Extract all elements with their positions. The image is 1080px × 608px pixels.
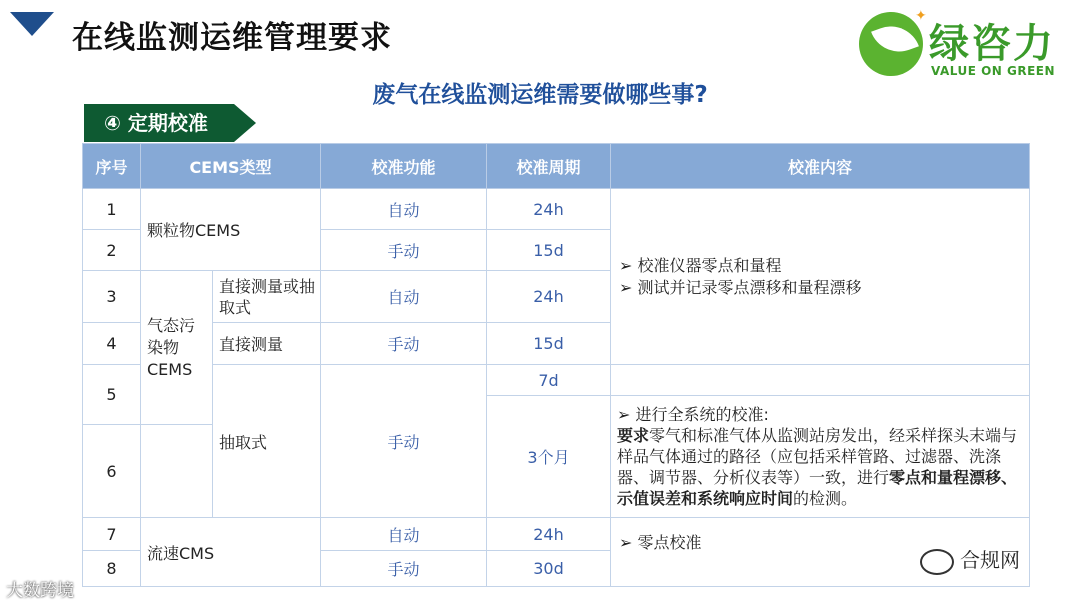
- calib-function: 自动: [321, 518, 487, 551]
- corner-triangle-icon: [10, 12, 54, 36]
- row-no: 8: [83, 551, 141, 587]
- footer-brand-label: 合规网: [960, 548, 1020, 572]
- star-icon: ✦: [915, 8, 927, 24]
- cems-type: 流速CMS: [141, 518, 321, 587]
- calib-period: 15d: [487, 323, 611, 365]
- header-period: 校准周期: [487, 144, 611, 189]
- cems-type: 气态污染物CEMS: [141, 271, 213, 425]
- calib-period: 15d: [487, 230, 611, 271]
- page-title: 在线监测运维管理要求: [72, 20, 392, 56]
- cems-subtype: 直接测量: [213, 323, 321, 365]
- calib-function: 手动: [321, 551, 487, 587]
- calib-function: 手动: [321, 230, 487, 271]
- table-row: [83, 518, 1030, 551]
- cems-type: 颗粒物CEMS: [141, 189, 321, 271]
- content-item: ➢ 零点校准: [619, 533, 702, 552]
- footer-brand: [920, 544, 1020, 575]
- row-no: 4: [83, 323, 141, 365]
- header-no: 序号: [83, 144, 141, 189]
- row-no: 6: [83, 425, 141, 518]
- content-item: ➢ 进行全系统的校准:: [617, 405, 769, 424]
- calib-function: 手动: [321, 365, 487, 518]
- row-no: 5: [83, 365, 141, 425]
- section-tag: ④ 定期校准: [84, 104, 234, 142]
- calib-period: 30d: [487, 551, 611, 587]
- table-header-row: [83, 144, 1030, 189]
- calib-function: 自动: [321, 189, 487, 230]
- calib-function: 自动: [321, 271, 487, 323]
- calib-period: 3个月: [487, 396, 611, 518]
- calib-content: [611, 189, 1030, 365]
- cems-subtype: 直接测量或抽取式: [213, 271, 321, 323]
- content-spacer: [611, 365, 1030, 396]
- logo-text: 绿咨力: [929, 21, 1055, 67]
- calib-period: 24h: [487, 271, 611, 323]
- header-cems-type: CEMS类型: [141, 144, 321, 189]
- slide-subtitle: 废气在线监测运维需要做哪些事?: [372, 82, 708, 108]
- wechat-icon: [920, 549, 954, 575]
- table-row: [83, 365, 1030, 396]
- calibration-table: [82, 143, 1029, 587]
- calib-period: 24h: [487, 518, 611, 551]
- row-no: 2: [83, 230, 141, 271]
- calib-period: 24h: [487, 189, 611, 230]
- header-content: 校准内容: [611, 144, 1030, 189]
- calib-content: [611, 396, 1030, 518]
- leaf-logo-icon: [859, 12, 923, 76]
- content-requirement: 要求零气和标准气体从监测站房发出，经采样探头末端与样品气体通过的路径（应包括采样管路、过滤器、洗涤器、调节器、分析仪表等）一致，进行零点和量程漂移、示值误差和系统响应时间的检测。: [617, 426, 1018, 508]
- footer-watermark: 大数跨境: [6, 581, 74, 601]
- row-no: 1: [83, 189, 141, 230]
- calib-period: 7d: [487, 365, 611, 396]
- row-no: 7: [83, 518, 141, 551]
- header-function: 校准功能: [321, 144, 487, 189]
- cems-subtype: 抽取式: [213, 365, 321, 518]
- calib-function: 手动: [321, 323, 487, 365]
- logo-tagline: VALUE ON GREEN: [931, 64, 1056, 78]
- row-no: 3: [83, 271, 141, 323]
- brand-logo: [855, 6, 1075, 84]
- content-item: ➢ 校准仪器零点和量程: [619, 255, 782, 275]
- table-row: [83, 189, 1030, 230]
- content-item: ➢ 测试并记录零点漂移和量程漂移: [619, 277, 862, 297]
